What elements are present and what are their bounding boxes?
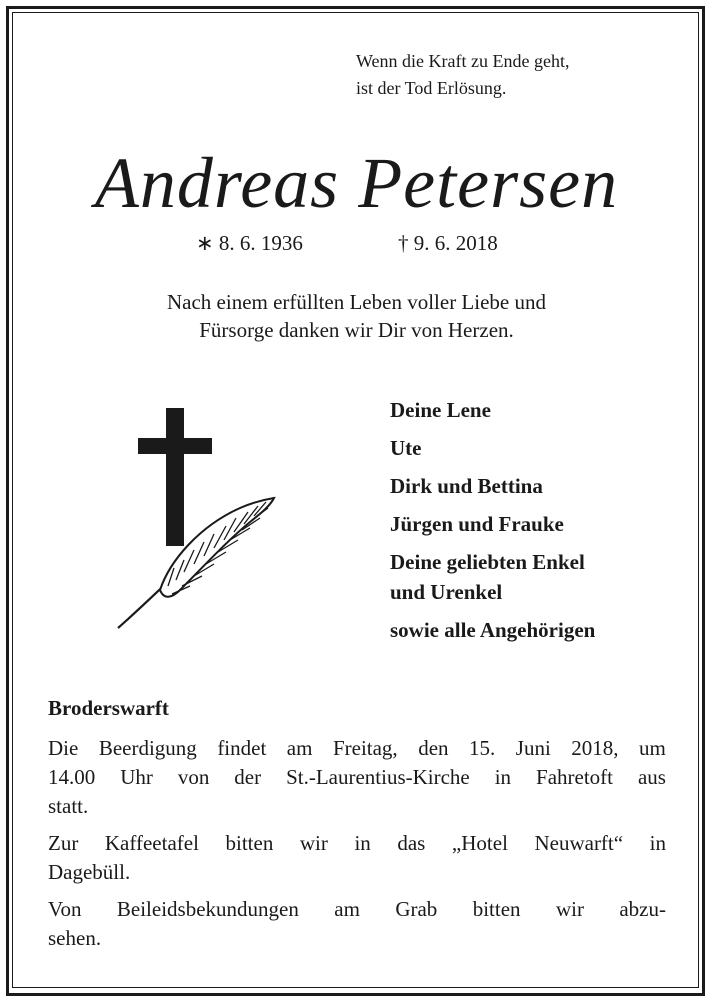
word: Freitag, [332, 736, 398, 760]
word: am [334, 897, 360, 921]
dedication-line: Nach einem erfüllten Leben voller Liebe und [166, 290, 546, 314]
notice-paragraph [48, 895, 666, 953]
word: 15. [469, 736, 496, 760]
word: Fahretoft [536, 765, 613, 789]
word: Zur [48, 831, 79, 855]
notice-line [48, 895, 666, 924]
word: bitten [225, 831, 274, 855]
word: 14.00 [48, 765, 96, 789]
word: 2018, [571, 736, 619, 760]
word: Neuwarft“ [534, 831, 624, 855]
word: Beerdigung [98, 736, 197, 760]
mourner-entry: Jürgen und Frauke [390, 512, 564, 536]
notice-paragraph [48, 734, 666, 821]
notice-line [48, 734, 666, 763]
cross-and-feather [110, 400, 290, 640]
cross-icon [138, 408, 212, 546]
memorial-symbol [110, 400, 290, 640]
word: Uhr [120, 765, 153, 789]
motto-line: Wenn die Kraft zu Ende geht, [356, 51, 570, 71]
word: St.-Laurentius-Kirche [286, 765, 470, 789]
place-heading: Broderswarft [48, 696, 169, 720]
mourners-list [390, 395, 595, 645]
notice-line [48, 763, 666, 792]
notice-line [48, 829, 666, 858]
mourner-entry: Dirk und Bettina [390, 474, 543, 498]
mourner-entry: und Urenkel [390, 580, 503, 604]
deceased-name: Andreas Petersen [94, 143, 619, 223]
word: Grab [395, 897, 438, 921]
word: bitten [472, 897, 521, 921]
word: in [494, 765, 512, 789]
word: Von [48, 897, 82, 921]
notice-line: statt. [48, 794, 89, 818]
feather-icon [118, 498, 274, 628]
word: Juni [515, 736, 551, 760]
word: am [286, 736, 313, 760]
mourner-entry: sowie alle Angehörigen [390, 618, 596, 642]
notice-paragraph [48, 829, 666, 887]
birth-date: ∗ 8. 6. 1936 [196, 231, 303, 255]
word: in [354, 831, 371, 855]
word: Die [48, 736, 79, 760]
word: findet [217, 736, 267, 760]
motto-quote [356, 48, 569, 102]
mourner-entry: Deine geliebten Enkel [390, 550, 585, 574]
word: der [234, 765, 262, 789]
dedication-line: Fürsorge danken wir Dir von Herzen. [199, 318, 514, 342]
funeral-notice [48, 734, 666, 961]
word: den [418, 736, 449, 760]
notice-line: sehen. [48, 926, 102, 950]
word: Beileidsbekundungen [116, 897, 299, 921]
word: um [639, 736, 666, 760]
motto-line: ist der Tod Erlösung. [356, 78, 507, 98]
death-date: † 9. 6. 2018 [398, 231, 498, 255]
word: von [177, 765, 210, 789]
word: aus [637, 765, 666, 789]
word: das [397, 831, 426, 855]
word: Kaffeetafel [104, 831, 199, 855]
word: abzu- [619, 897, 666, 921]
dedication-text [0, 288, 713, 344]
word: wir [555, 897, 584, 921]
word: in [649, 831, 666, 855]
mourner-entry: Deine Lene [390, 398, 491, 422]
mourner-entry: Ute [390, 436, 422, 460]
notice-line: Dagebüll. [48, 860, 131, 884]
word: „Hotel [451, 831, 508, 855]
word: wir [299, 831, 328, 855]
